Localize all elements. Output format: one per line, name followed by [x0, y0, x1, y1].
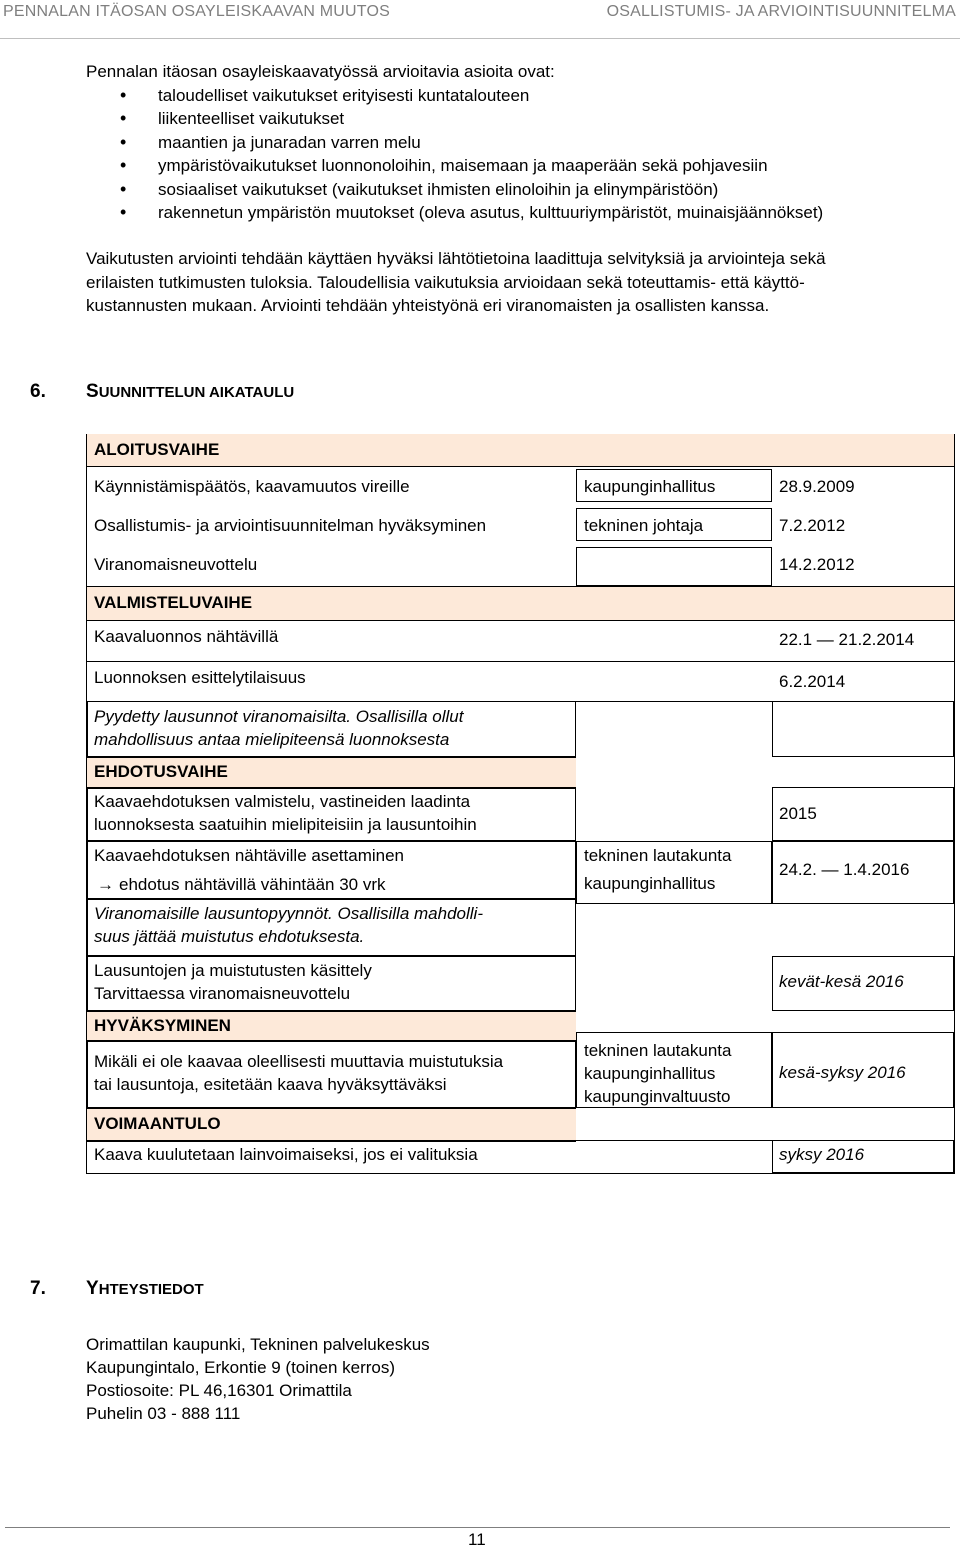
row-description: luonnoksesta saatuihin mielipiteisiin ja lausuntoihin	[94, 815, 477, 834]
intro-lead: Pennalan itäosan osayleiskaavatyössä arvioitavia asioita ovat:	[86, 62, 555, 81]
running-header-left: PENNALAN ITÄOSAN OSAYLEISKAAVAN MUUTOS	[3, 3, 390, 20]
row-description: Kaavaehdotuksen valmistelu, vastineiden laadinta	[94, 792, 471, 811]
row-divider	[87, 661, 954, 662]
phase-band-ehdotus	[87, 757, 576, 789]
section-heading-contacts	[30, 1278, 204, 1300]
row-description: Osallistumis- ja arviointisuunnitelman hyväksyminen	[94, 516, 487, 535]
row-responsible: kaupunginhallitus	[584, 477, 716, 496]
heading-rest: UUNNITTELUN AIKATAULU	[98, 384, 295, 401]
row-description: ehdotus nähtävillä vähintään 30 vrk	[119, 875, 386, 894]
arrow-icon: →	[97, 875, 114, 894]
contact-block	[86, 1333, 430, 1425]
paragraph-line: Vaikutusten arviointi tehdään käyttäen hyväksi lähtötietoina laadittuja selvityksiä ja arviointeja sekä	[86, 249, 826, 268]
cell-box	[576, 547, 772, 586]
row-responsible: kaupunginhallitus	[584, 874, 716, 893]
row-description: Kaava kuulutetaan lainvoimaiseksi, jos ei valituksia	[94, 1145, 478, 1164]
row-date: 7.2.2012	[779, 516, 846, 535]
section-heading-schedule	[30, 381, 294, 403]
contact-line: Puhelin 03 - 888 111	[86, 1404, 241, 1423]
row-description: Viranomaisneuvottelu	[94, 555, 258, 574]
row-description: Kaavaluonnos nähtävillä	[94, 627, 279, 646]
assessment-list	[86, 84, 946, 225]
phase-label: EHDOTUSVAIHE	[94, 762, 228, 781]
phase-label: VALMISTELUVAIHE	[94, 593, 253, 612]
row-responsible: kaupunginhallitus	[584, 1064, 716, 1083]
contact-line: Kaupungintalo, Erkontie 9 (toinen kerros)	[86, 1358, 396, 1377]
row-description: Mikäli ei ole kaavaa oleellisesti muuttavia muistutuksia	[94, 1052, 504, 1071]
phase-band-voimaantulo	[87, 1108, 576, 1142]
row-note: mahdollisuus antaa mielipiteensä luonnoksesta	[94, 730, 450, 749]
paragraph-line: kustannusten mukaan. Arviointi tehdään yhteistyönä eri viranomaisten ja osallisten kanssa.	[86, 296, 770, 315]
row-description: Tarvittaessa viranomaisneuvottelu	[94, 984, 351, 1003]
section-number: 7.	[30, 1278, 46, 1299]
phase-band-hyvaksyminen	[87, 1011, 576, 1042]
row-description: tai lausuntoja, esitetään kaava hyväksyttäväksi	[94, 1075, 447, 1094]
row-date: 24.2. — 1.4.2016	[779, 860, 910, 879]
row-description: Lausuntojen ja muistutusten käsittely	[94, 961, 372, 980]
row-date: 22.1 — 21.2.2014	[779, 630, 915, 649]
schedule-table	[86, 434, 955, 1174]
paragraph-line: erilaisten tutkimusten tuloksia. Taloudellisia vaikutuksia arvioidaan sekä toteuttamis- että käyttö-	[86, 272, 805, 292]
row-date: kesä-syksy 2016	[779, 1063, 906, 1082]
footer-divider	[5, 1527, 950, 1528]
row-date: 2015	[779, 804, 817, 823]
contact-line: Orimattilan kaupunki, Tekninen palvelukeskus	[86, 1335, 430, 1354]
row-responsible: tekninen lautakunta	[584, 1041, 732, 1060]
row-note: Viranomaisille lausuntopyynnöt. Osallisilla mahdolli-	[94, 904, 483, 923]
list-item: • liikenteelliset vaikutukset	[86, 107, 946, 131]
list-item: • maantien ja junaradan varren melu	[86, 131, 946, 155]
page-number: 11	[468, 1530, 486, 1549]
cell-box	[87, 1040, 576, 1108]
section-number: 6.	[30, 381, 46, 402]
row-responsible: tekninen johtaja	[584, 516, 704, 535]
row-description: Luonnoksen esittelytilaisuus	[94, 668, 306, 687]
list-item: • ympäristövaikutukset luonnonoloihin, maisemaan ja maaperään sekä pohjavesiin	[86, 154, 946, 178]
assessment-paragraph	[86, 247, 952, 318]
row-description: Käynnistämispäätös, kaavamuutos vireille	[94, 477, 410, 496]
row-date: syksy 2016	[779, 1145, 865, 1164]
intro-section	[86, 60, 946, 225]
contact-line: Postiosoite: PL 46,16301 Orimattila	[86, 1381, 352, 1400]
phase-label: VOIMAANTULO	[94, 1114, 221, 1133]
heading-initial: Y	[86, 1278, 99, 1299]
row-description: Kaavaehdotuksen nähtäville asettaminen	[94, 846, 404, 865]
row-date: 6.2.2014	[779, 672, 846, 691]
row-responsible: tekninen lautakunta	[584, 846, 732, 865]
phase-label: HYVÄKSYMINEN	[94, 1016, 231, 1035]
row-date: 14.2.2012	[779, 555, 855, 574]
list-item: • sosiaaliset vaikutukset (vaikutukset ihmisten elinoloihin ja elinympäristöön)	[86, 178, 946, 202]
heading-rest: HTEYSTIEDOT	[98, 1281, 204, 1298]
row-responsible: kaupunginvaltuusto	[584, 1087, 731, 1106]
phase-label: ALOITUSVAIHE	[94, 440, 220, 459]
phase-band-aloitus	[87, 434, 954, 467]
running-header-right: OSALLISTUMIS- JA ARVIOINTISUUNNITELMA	[606, 3, 956, 20]
heading-initial: S	[86, 381, 99, 402]
row-date: kevät-kesä 2016	[779, 972, 904, 991]
row-note: suus jättää muistutus ehdotuksesta.	[94, 927, 365, 946]
phase-band-valmistelu	[87, 586, 954, 621]
list-item: • taloudelliset vaikutukset erityisesti kuntatalouteen	[86, 84, 946, 108]
header-divider	[0, 38, 960, 39]
row-date: 28.9.2009	[779, 477, 855, 496]
list-item: • rakennetun ympäristön muutokset (oleva asutus, kulttuuriympäristöt, muinaisjäännökset)	[86, 201, 946, 225]
row-note: Pyydetty lausunnot viranomaisilta. Osallisilla ollut	[94, 707, 464, 726]
cell-box	[772, 701, 954, 757]
